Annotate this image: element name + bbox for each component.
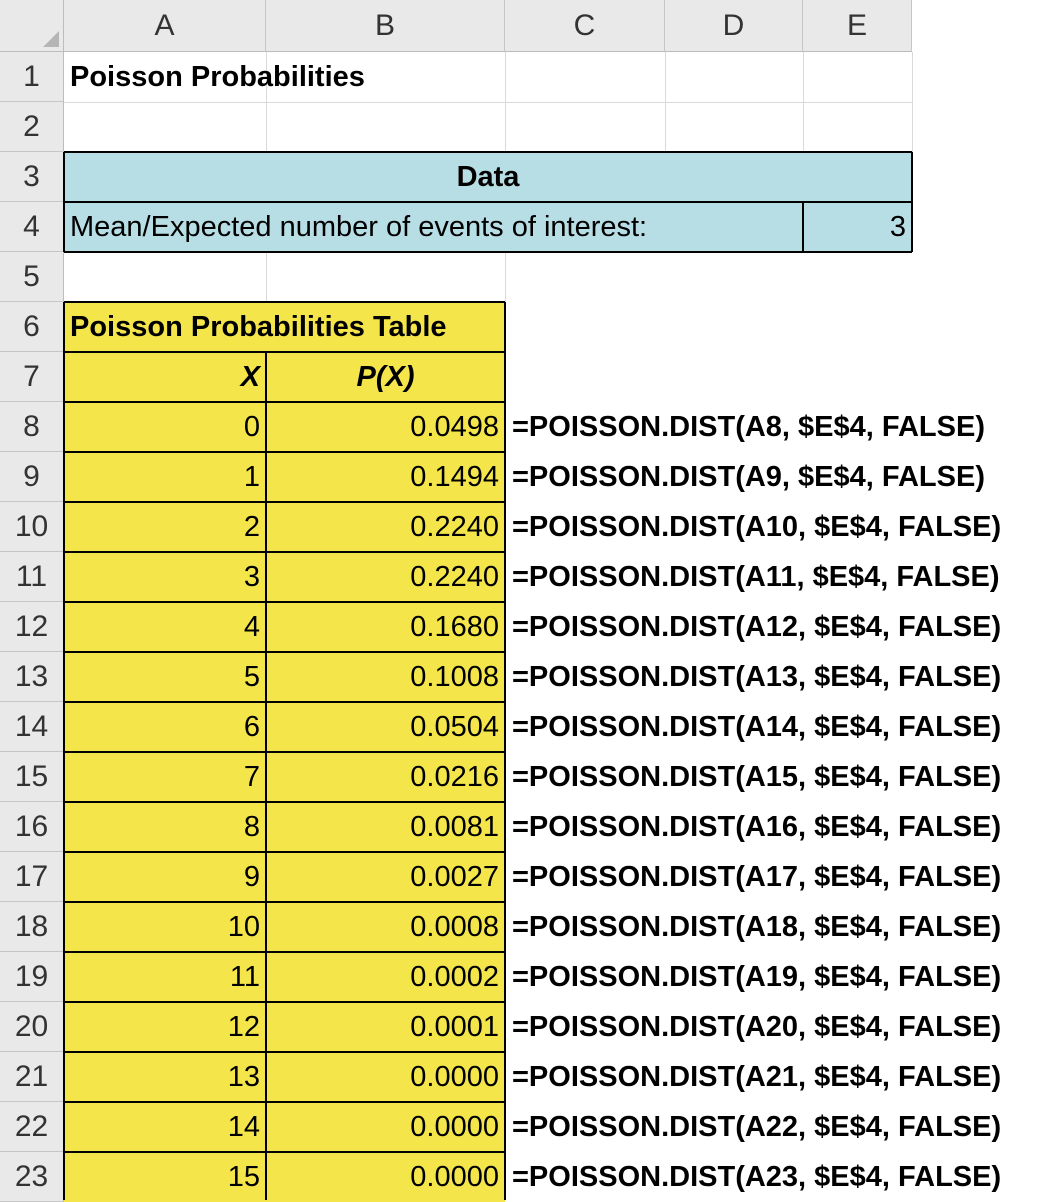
row-header-1[interactable]: 1: [0, 52, 64, 102]
formula-annotation: =POISSON.DIST(A16, $E$4, FALSE): [512, 810, 1002, 843]
formula-annotation: =POISSON.DIST(A8, $E$4, FALSE): [512, 410, 985, 443]
formula-annotation: =POISSON.DIST(A12, $E$4, FALSE): [512, 610, 1002, 643]
column-header-a[interactable]: A: [64, 0, 266, 52]
row-header-9[interactable]: 9: [0, 452, 64, 502]
select-all-triangle-icon: [43, 31, 59, 47]
px-column-header[interactable]: P(X): [266, 352, 505, 402]
x-value-cell[interactable]: 9: [64, 852, 266, 902]
formula-annotation: =POISSON.DIST(A17, $E$4, FALSE): [512, 860, 1002, 893]
select-all-corner[interactable]: [0, 0, 64, 52]
probability-value-cell[interactable]: 0.0027: [266, 852, 505, 902]
row-header-20[interactable]: 20: [0, 1002, 64, 1052]
formula-annotation: =POISSON.DIST(A13, $E$4, FALSE): [512, 660, 1002, 693]
mean-label-cell[interactable]: Mean/Expected number of events of interest:: [64, 202, 803, 252]
formula-annotation: =POISSON.DIST(A15, $E$4, FALSE): [512, 760, 1002, 793]
probability-value-cell[interactable]: 0.0002: [266, 952, 505, 1002]
row-header-23[interactable]: 23: [0, 1152, 64, 1202]
x-value-cell[interactable]: 5: [64, 652, 266, 702]
mean-value-cell[interactable]: 3: [803, 202, 912, 252]
gridline: [505, 252, 506, 302]
row-header-10[interactable]: 10: [0, 502, 64, 552]
row-header-14[interactable]: 14: [0, 702, 64, 752]
x-value-cell[interactable]: 8: [64, 802, 266, 852]
x-value-cell[interactable]: 13: [64, 1052, 266, 1102]
probability-value-cell[interactable]: 0.0000: [266, 1152, 505, 1202]
column-header-b[interactable]: B: [266, 0, 505, 52]
formula-annotation: =POISSON.DIST(A21, $E$4, FALSE): [512, 1060, 1002, 1093]
probability-value-cell[interactable]: 0.0008: [266, 902, 505, 952]
probability-value-cell[interactable]: 0.1494: [266, 452, 505, 502]
column-header-e[interactable]: E: [803, 0, 912, 52]
probability-value-cell[interactable]: 0.0081: [266, 802, 505, 852]
x-value-cell[interactable]: 11: [64, 952, 266, 1002]
probability-value-cell[interactable]: 0.2240: [266, 502, 505, 552]
probability-value-cell[interactable]: 0.0498: [266, 402, 505, 452]
row-header-16[interactable]: 16: [0, 802, 64, 852]
table-title-cell[interactable]: Poisson Probabilities Table: [64, 302, 505, 352]
row-header-13[interactable]: 13: [0, 652, 64, 702]
formula-annotation: =POISSON.DIST(A9, $E$4, FALSE): [512, 460, 985, 493]
x-value-cell[interactable]: 12: [64, 1002, 266, 1052]
row-header-8[interactable]: 8: [0, 402, 64, 452]
row-header-15[interactable]: 15: [0, 752, 64, 802]
formula-annotation: =POISSON.DIST(A22, $E$4, FALSE): [512, 1110, 1002, 1143]
probability-value-cell[interactable]: 0.0000: [266, 1052, 505, 1102]
formula-annotation: =POISSON.DIST(A19, $E$4, FALSE): [512, 960, 1002, 993]
row-header-4[interactable]: 4: [0, 202, 64, 252]
x-value-cell[interactable]: 15: [64, 1152, 266, 1202]
probability-value-cell[interactable]: 0.1680: [266, 602, 505, 652]
formula-annotation: =POISSON.DIST(A20, $E$4, FALSE): [512, 1010, 1002, 1043]
x-column-header[interactable]: X: [64, 352, 266, 402]
probability-value-cell[interactable]: 0.0001: [266, 1002, 505, 1052]
x-value-cell[interactable]: 6: [64, 702, 266, 752]
row-header-19[interactable]: 19: [0, 952, 64, 1002]
probability-value-cell[interactable]: 0.0504: [266, 702, 505, 752]
row-header-12[interactable]: 12: [0, 602, 64, 652]
x-value-cell[interactable]: 3: [64, 552, 266, 602]
formula-annotation: =POISSON.DIST(A10, $E$4, FALSE): [512, 510, 1002, 543]
formula-annotation: =POISSON.DIST(A14, $E$4, FALSE): [512, 710, 1002, 743]
gridline: [266, 252, 267, 302]
row-header-6[interactable]: 6: [0, 302, 64, 352]
row-header-18[interactable]: 18: [0, 902, 64, 952]
column-header-d[interactable]: D: [665, 0, 803, 52]
row-header-17[interactable]: 17: [0, 852, 64, 902]
sheet-title-cell[interactable]: Poisson Probabilities: [70, 60, 365, 93]
x-value-cell[interactable]: 4: [64, 602, 266, 652]
probability-value-cell[interactable]: 0.0216: [266, 752, 505, 802]
x-value-cell[interactable]: 0: [64, 402, 266, 452]
formula-annotation: =POISSON.DIST(A18, $E$4, FALSE): [512, 910, 1002, 943]
row-header-7[interactable]: 7: [0, 352, 64, 402]
probability-value-cell[interactable]: 0.2240: [266, 552, 505, 602]
probability-value-cell[interactable]: 0.1008: [266, 652, 505, 702]
row-header-2[interactable]: 2: [0, 102, 64, 152]
row-header-22[interactable]: 22: [0, 1102, 64, 1152]
row-header-3[interactable]: 3: [0, 152, 64, 202]
row-header-21[interactable]: 21: [0, 1052, 64, 1102]
x-value-cell[interactable]: 1: [64, 452, 266, 502]
formula-annotation: =POISSON.DIST(A23, $E$4, FALSE): [512, 1160, 1002, 1193]
x-value-cell[interactable]: 7: [64, 752, 266, 802]
row-header-11[interactable]: 11: [0, 552, 64, 602]
formula-annotation: =POISSON.DIST(A11, $E$4, FALSE): [512, 560, 1000, 593]
column-header-c[interactable]: C: [505, 0, 665, 52]
x-value-cell[interactable]: 14: [64, 1102, 266, 1152]
x-value-cell[interactable]: 2: [64, 502, 266, 552]
x-value-cell[interactable]: 10: [64, 902, 266, 952]
row-header-5[interactable]: 5: [0, 252, 64, 302]
data-header-cell[interactable]: Data: [64, 152, 912, 202]
gridline: [64, 102, 912, 103]
probability-value-cell[interactable]: 0.0000: [266, 1102, 505, 1152]
gridline: [912, 52, 913, 152]
